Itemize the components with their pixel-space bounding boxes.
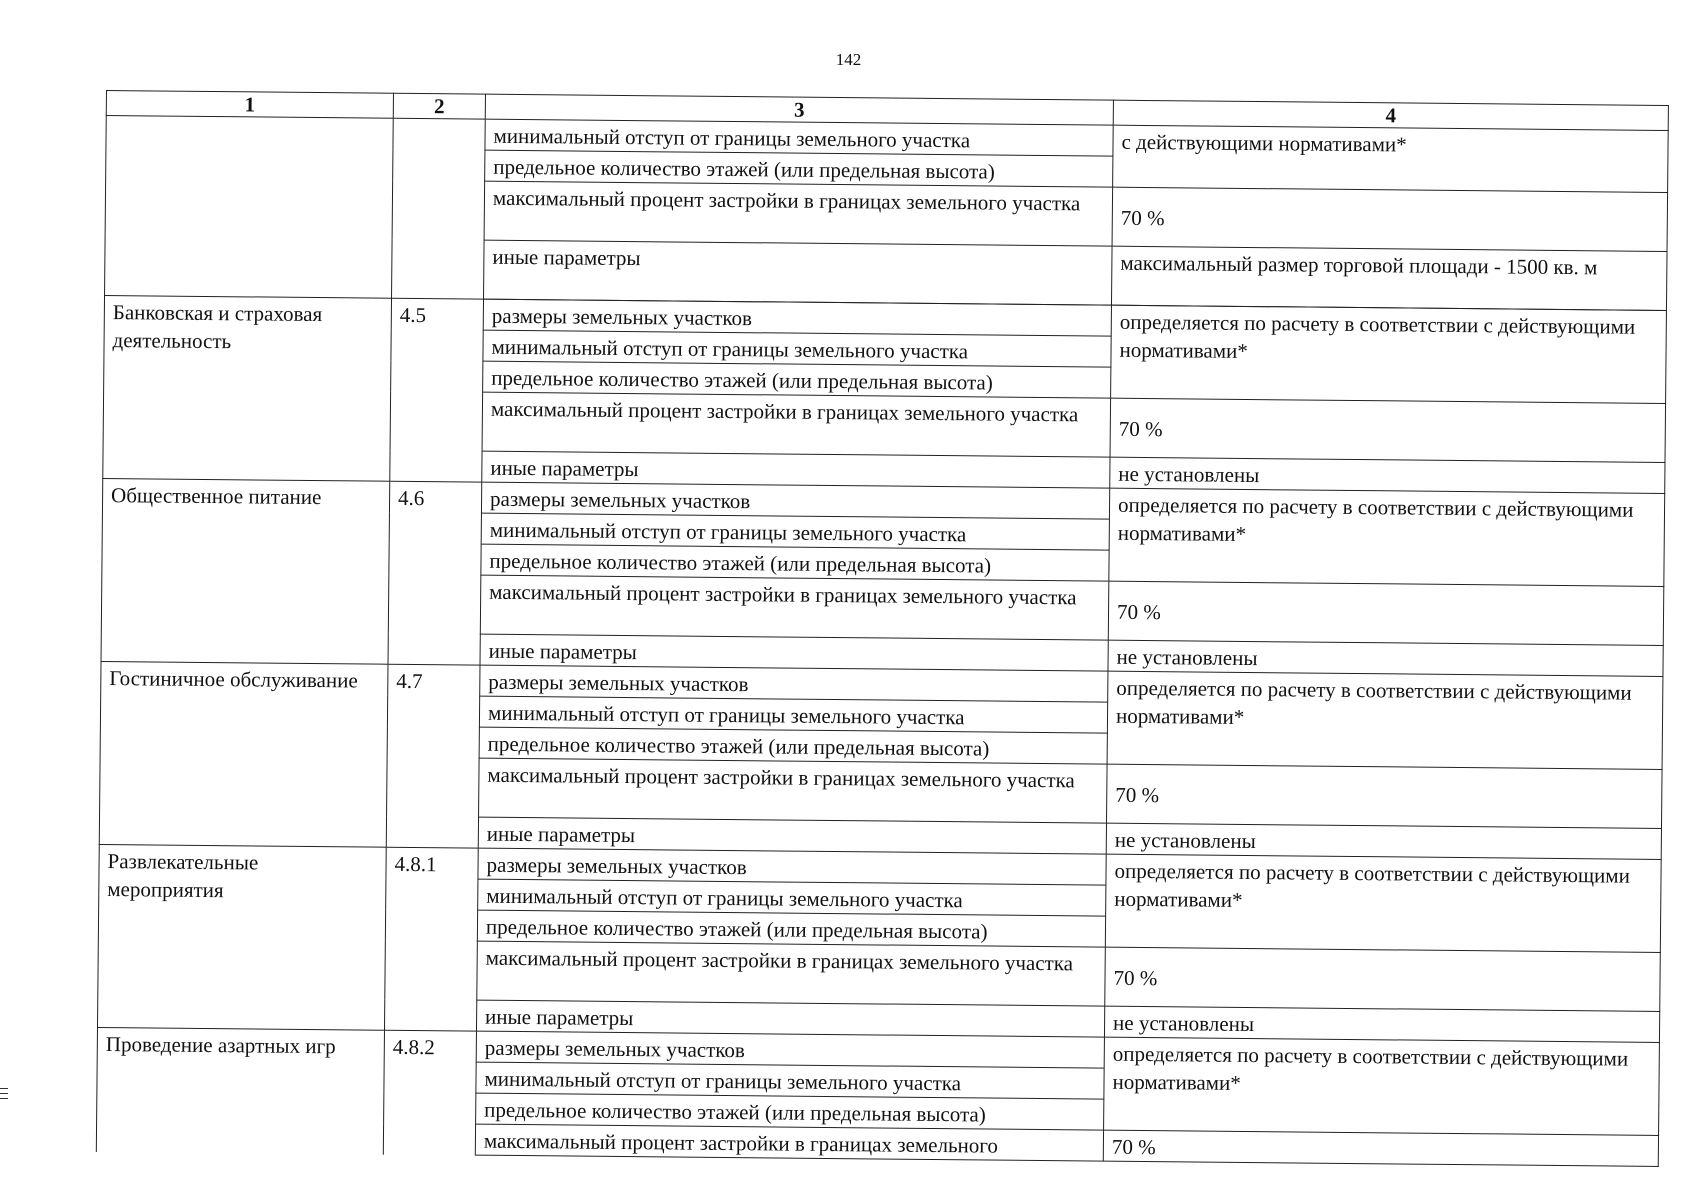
document-sheet xyxy=(96,90,1668,1160)
value-cell: определяется по расчету в соответствии с действующими нормативами* xyxy=(1105,854,1661,952)
value-cell: максимальный размер торговой площади - 1500 кв. м xyxy=(1111,246,1667,310)
value-cell: 70 % xyxy=(1108,581,1664,645)
param-cell: минимальный отступ от границы земельного участка xyxy=(483,330,1111,367)
param-cell: иные параметры xyxy=(484,240,1113,305)
param-cell: минимальный отступ от границы земельного участка xyxy=(479,696,1107,733)
group-code-cell: 4.7 xyxy=(386,664,480,848)
group-code-cell: 4.8.2 xyxy=(383,1030,476,1155)
margin-scan-mark xyxy=(0,1084,8,1106)
param-cell: минимальный отступ от границы земельного участка xyxy=(476,1062,1104,1099)
param-cell: иные параметры xyxy=(482,451,1110,488)
param-cell: размеры земельных участков xyxy=(480,665,1108,702)
group-code-cell: 4.6 xyxy=(388,481,482,665)
value-cell: не установлены xyxy=(1108,640,1663,676)
param-cell: размеры земельных участков xyxy=(476,1031,1104,1068)
param-cell: максимальный процент застройки в границах земельного участка xyxy=(477,941,1106,1006)
group-code-cell xyxy=(392,118,486,299)
value-cell: определяется по расчету в соответствии с действующими нормативами* xyxy=(1107,671,1663,769)
param-cell: размеры земельных участков xyxy=(478,848,1106,885)
value-cell: не установлены xyxy=(1110,457,1665,493)
param-cell: минимальный отступ от границы земельного участка xyxy=(478,879,1106,916)
param-cell: предельное количество этажей (или предельная высота) xyxy=(483,361,1111,398)
param-cell: иные параметры xyxy=(476,1000,1104,1037)
param-cell: предельное количество этажей (или предельная высота) xyxy=(485,150,1113,187)
param-cell: минимальный отступ от границы земельного участка xyxy=(485,119,1113,156)
param-cell: предельное количество этажей (или предельная высота) xyxy=(477,910,1105,947)
param-cell: максимальный процент застройки в границах земельного участка xyxy=(479,758,1108,823)
param-cell: максимальный процент застройки в границах земельного участка xyxy=(484,181,1113,246)
column-header-2: 2 xyxy=(393,93,485,119)
param-cell: минимальный отступ от границы земельного участка xyxy=(481,513,1109,550)
param-cell: предельное количество этажей (или предельная высота) xyxy=(479,727,1107,764)
value-cell: 70 % xyxy=(1110,398,1666,462)
value-cell: 70 % xyxy=(1107,764,1663,828)
param-cell: размеры земельных участков xyxy=(481,482,1109,519)
zoning-parameters-table xyxy=(96,90,1669,1167)
group-name-cell: Банковская и страховая деятельность xyxy=(103,295,392,481)
group-name-cell: Развлекательные мероприятия xyxy=(98,844,387,1030)
group-name-cell: Гостиничное обслуживание xyxy=(99,661,388,847)
column-header-4: 4 xyxy=(1113,100,1668,130)
group-name-cell xyxy=(105,116,394,299)
param-cell: размеры земельных участков xyxy=(483,299,1111,336)
value-cell: определяется по расчету в соответствии с действующими нормативами* xyxy=(1111,305,1667,403)
value-cell: не установлены xyxy=(1106,823,1661,859)
column-header-3: 3 xyxy=(485,94,1113,125)
value-cell: с действующими нормативами* xyxy=(1113,125,1669,192)
value-cell: 70 % xyxy=(1103,1130,1658,1166)
value-cell: определяется по расчету в соответствии с действующими нормативами* xyxy=(1104,1037,1660,1135)
param-cell: иные параметры xyxy=(480,634,1108,671)
page-number: 142 xyxy=(835,50,862,69)
value-cell: 70 % xyxy=(1112,187,1668,251)
group-code-cell: 4.5 xyxy=(390,298,484,482)
group-name-cell: Проведение азартных игр xyxy=(96,1027,384,1154)
param-cell: предельное количество этажей (или предельная высота) xyxy=(481,544,1109,581)
param-cell: максимальный процент застройки в границах земельного xyxy=(475,1124,1103,1161)
group-code-cell: 4.8.1 xyxy=(384,847,478,1031)
param-cell: предельное количество этажей (или предельная высота) xyxy=(476,1093,1104,1130)
group-name-cell: Общественное питание xyxy=(101,478,390,664)
value-cell: не установлены xyxy=(1104,1006,1659,1042)
column-header-1: 1 xyxy=(106,91,393,119)
value-cell: определяется по расчету в соответствии с действующими нормативами* xyxy=(1109,488,1665,586)
param-cell: максимальный процент застройки в границах земельного участка xyxy=(482,392,1111,457)
param-cell: максимальный процент застройки в границах земельного участка xyxy=(480,575,1109,640)
value-cell: 70 % xyxy=(1105,947,1661,1011)
param-cell: иные параметры xyxy=(478,817,1106,854)
